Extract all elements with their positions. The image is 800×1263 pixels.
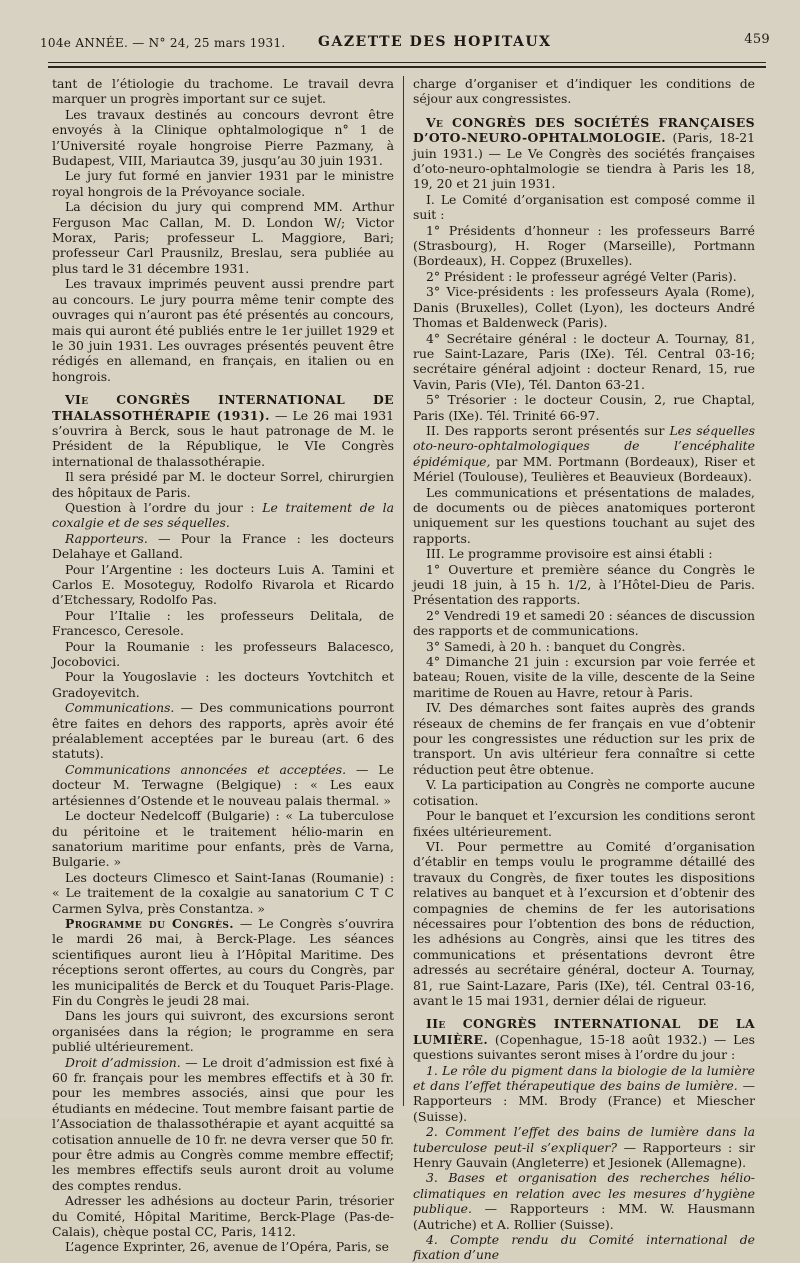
section-thalassotherapie: VIe CONGRÈS INTERNATIONAL DE THALASSOTHÉRAPIE (1931). — Le 26 mai 1931 s’ouvrira à Berck, sous le haut patronage de M. le Président de la République, le VIe Congrès international de thalassothérapie. <box>52 392 394 469</box>
paragraph: 3° Vice-présidents : les professeurs Ayala (Rome), Danis (Bruxelles), Collet (Lyon), les docteurs André Thomas et Baldenweck (Paris). <box>413 284 755 331</box>
section-title: Ve CONGRÈS DES SOCIÉTÉS FRANÇAISES D’OTO-NEURO-OPHTALMOLOGIE. <box>413 114 755 146</box>
paragraph: 1° Ouverture et première séance du Congrès le jeudi 18 juin, à 15 h. 1/2, à l’Hôtel-Dieu de Paris. Présentation des rapports. <box>413 561 755 608</box>
paragraph: 5° Trésorier : le docteur Cousin, 2, rue Chaptal, Paris (IXe). Tél. Trinité 66-97. <box>413 392 755 423</box>
paragraph: 4. Compte rendu du Comité international de fixation d’une <box>413 1232 755 1263</box>
paragraph: IV. Des démarches sont faites auprès des grands réseaux de chemins de fer français en vue d’obtenir pour les congressistes une réduction sur les prix de transport. Un avis ultérieur fera connaître si cette réduction peut être obtenue. <box>413 700 755 777</box>
section-oto-neuro: Ve CONGRÈS DES SOCIÉTÉS FRANÇAISES D’OTO-NEURO-OPHTALMOLOGIE. (Paris, 18-21 juin 1931.) — Le Ve Congrès des sociétés françaises d’oto-neuro-ophtalmologie se tiendra à Paris les 18, 19, 20 et 21 juin 1931. <box>413 114 755 192</box>
right-column <box>413 76 755 1263</box>
paragraph: Pour l’Argentine : les docteurs Luis A. Tamini et Carlos E. Mosoteguy, Rodolfo Rivarola et Ricardo d’Etchessary, Rodolfo Pas. <box>52 561 394 608</box>
paragraph: Communications annoncées et acceptées. — Le docteur M. Terwagne (Belgique) : « Les eaux artésiennes d’Ostende et le nouveau palais thermal. » <box>52 761 394 808</box>
paragraph: Adresser les adhésions au docteur Parin, trésorier du Comité, Hôpital Maritime, Berck-Plage (Pas-de-Calais), chèque postal CC, Paris, 1412. <box>52 1193 394 1240</box>
paragraph: Les travaux imprimés peuvent aussi prendre part au concours. Le jury pourra même tenir compte des ouvrages qui n’auront pas été présentés au concours, mais qui auront été publiés entre le 1er juillet 1929 et le 30 juin 1931. Les ouvrages présentés peuvent être rédigés en allemand, en français, en italien ou en hongrois. <box>52 276 394 384</box>
paragraph: Le jury fut formé en janvier 1931 par le ministre royal hongrois de la Prévoyance sociale. <box>52 168 394 199</box>
paragraph: 3° Samedi, à 20 h. : banquet du Congrès. <box>426 638 686 654</box>
header-rule <box>48 62 766 63</box>
paragraph: Les communications et présentations de malades, de documents ou de pièces anatomiques porteront uniquement sur les questions touchant au sujet des rapports. <box>413 484 755 546</box>
paragraph: Les docteurs Climesco et Saint-Ianas (Roumanie) : « Le traitement de la coxalgie au sanatorium C T C Carmen Sylva, près Constantza. » <box>52 869 394 916</box>
paragraph: Les travaux destinés au concours devront être envoyés à la Clinique ophtalmologique n° 1 de l’Université royale hongroise Pierre Pazmany, à Budapest, VIII, Mariautca 39, jusqu’au 30 juin 1931. <box>52 106 394 169</box>
left-column <box>52 76 394 1255</box>
journal-title: GAZETTE DES HOPITAUX <box>318 34 552 50</box>
paragraph: 2° Vendredi 19 et samedi 20 : séances de discussion des rapports et de communications. <box>413 607 755 639</box>
paragraph: Rapporteurs. — Pour la France : les docteurs Delahaye et Galland. <box>52 530 394 562</box>
paragraph: V. La participation au Congrès ne comporte aucune cotisation. <box>413 777 755 808</box>
paragraph: 4° Dimanche 21 juin : excursion par voie ferrée et bateau; Rouen, visite de la ville, descente de la Seine maritime de Rouen au Havre, retour à Paris. <box>413 654 755 700</box>
paragraph: tant de l’étiologie du trachome. Le travail devra marquer un progrès important sur ce sujet. <box>52 76 394 107</box>
paragraph: Question à l’ordre du jour : Le traitement de la coxalgie et de ses séquelles. <box>52 499 394 531</box>
paragraph: Pour la Roumanie : les professeurs Balacesco, Jocobovici. <box>52 638 394 670</box>
paragraph: La décision du jury qui comprend MM. Arthur Ferguson Mac Callan, M. D. London W/; Victor Morax, Paris; professeur L. Maggiore, Bari; professeur Carl Prausnilz, Breslau, sera publiée au plus tard le 31 décembre 1931. <box>52 199 394 276</box>
paragraph: 1. Le rôle du pigment dans la biologie de la lumière et dans l’effet thérapeutique des bains de lumière. — Rapporteurs : MM. Brody (France) et Miescher (Suisse). <box>413 1062 755 1124</box>
column-divider <box>403 76 404 1106</box>
page-number: 459 <box>744 32 770 47</box>
section-title: VIe CONGRÈS INTERNATIONAL DE THALASSOTHÉRAPIE (1931). <box>52 392 394 423</box>
paragraph: Programme du Congrès. — Le Congrès s’ouvrira le mardi 26 mai, à Berck-Plage. Les séances scientifiques auront lieu à l’Hôpital Maritime. Des réceptions seront offertes, au cours du Congrès, par les municipalités de Berck et du Touquet Paris-Plage. Fin du Congrès le jeudi 28 mai. <box>52 915 394 1008</box>
paragraph: charge d’organiser et d’indiquer les conditions de séjour aux congressistes. <box>413 76 755 107</box>
paragraph: Communications. — Des communications pourront être faites en dehors des rapports, après avoir été préalablement acceptées par le bureau (art. 6 des statuts). <box>52 700 394 762</box>
paragraph: 2° Président : le professeur agrégé Velter (Paris). <box>426 268 737 284</box>
paragraph: Droit d’admission. — Le droit d’admission est fixé à 60 fr. français pour les membres effectifs et à 30 fr. pour les membres associés, ainsi que pour les étudiants en médecine. Tout membre faisant partie de l’Association de thalassothérapie et ayant acquitté sa cotisation annuelle de 10 fr. ne devra verser que 50 fr. pour être admis au Congrès comme membre effectif; les membres effectifs seuls auront droit au volume des comptes rendus. <box>52 1054 394 1193</box>
header-rule-double <box>48 66 766 68</box>
paragraph: Il sera présidé par M. le docteur Sorrel, chirurgien des hôpitaux de Paris. <box>52 469 394 500</box>
paragraph: 4° Secrétaire général : le docteur A. Tournay, 81, rue Saint-Lazare, Paris (IXe). Tél. Central 03-16; secrétaire général adjoint : docteur Renard, 15, rue Vavin, Paris (VIe), Tél. Danton 63-21. <box>413 330 755 392</box>
paragraph: Pour l’Italie : les professeurs Delitala, de Francesco, Ceresole. <box>52 607 394 639</box>
paragraph: 1° Présidents d’honneur : les professeurs Barré (Strasbourg), H. Roger (Marseille), Portmann (Bordeaux), H. Coppez (Bruxelles). <box>413 222 755 269</box>
paragraph: II. Des rapports seront présentés sur Les séquelles oto-neuro-ophtalmologiques de l’encéphalite épidémique, par MM. Portmann (Bordeaux), Riser et Mériel (Toulouse), Teulières et Beauvieux (Bordeaux). <box>413 422 755 485</box>
page-header <box>40 32 770 56</box>
paragraph: Pour le banquet et l’excursion les conditions seront fixées ultérieurement. <box>413 808 755 839</box>
paragraph: Pour la Yougoslavie : les docteurs Yovtchitch et Gradoyevitch. <box>52 669 394 700</box>
paragraph: Dans les jours qui suivront, des excursions seront organisées dans la région; le programme en sera publié ultérieurement. <box>52 1008 394 1055</box>
paragraph: I. Le Comité d’organisation est composé comme il suit : <box>413 191 755 223</box>
paragraph: L’agence Exprinter, 26, avenue de l’Opéra, Paris, se <box>65 1239 389 1255</box>
paragraph: III. Le programme provisoire est ainsi établi : <box>426 546 713 562</box>
paragraph: 3. Bases et organisation des recherches hélio-climatiques en relation avec les mesures d’hygiène publique. — Rapporteurs : MM. W. Hausmann (Autriche) et A. Rollier (Suisse). <box>413 1170 755 1232</box>
paragraph: VI. Pour permettre au Comité d’organisation d’établir en temps voulu le programme détaillé des travaux du Congrès, de fixer toutes les dispositions relatives au banquet et à l’excursion et d’obtenir des compagnies de chemins de fer les autorisations nécessaires pour l’obtention des bons de réduction, les adhésions au Congrès, ainsi que les titres des communications et présentations devront être adressés au secrétaire général, docteur A. Tournay, 81, rue Saint-Lazare, Paris (IXe), tél. Central 03-16, avant le 15 mai 1931, dernier délai de rigueur. <box>413 838 755 1008</box>
paragraph: Le docteur Nedelcoff (Bulgarie) : « La tuberculose du péritoine et le traitement hélio-marin en sanatorium maritime pour enfants, près de Varna, Bulgarie. » <box>52 808 394 870</box>
paragraph: 2. Comment l’effet des bains de lumière dans la tuberculose peut-il s’expliquer? — Rapporteurs : sir Henry Gauvain (Angleterre) et Jesionek (Allemagne). <box>413 1124 755 1171</box>
section-title: IIe CONGRÈS INTERNATIONAL DE LA LUMIÈRE. <box>413 1016 755 1047</box>
issue-info: 104e ANNÉE. — N° 24, 25 mars 1931. <box>40 36 286 50</box>
section-lumiere: IIe CONGRÈS INTERNATIONAL DE LA LUMIÈRE. (Copenhague, 15-18 août 1932.) — Les questions suivantes seront mises à l’ordre du jour : <box>413 1016 755 1063</box>
